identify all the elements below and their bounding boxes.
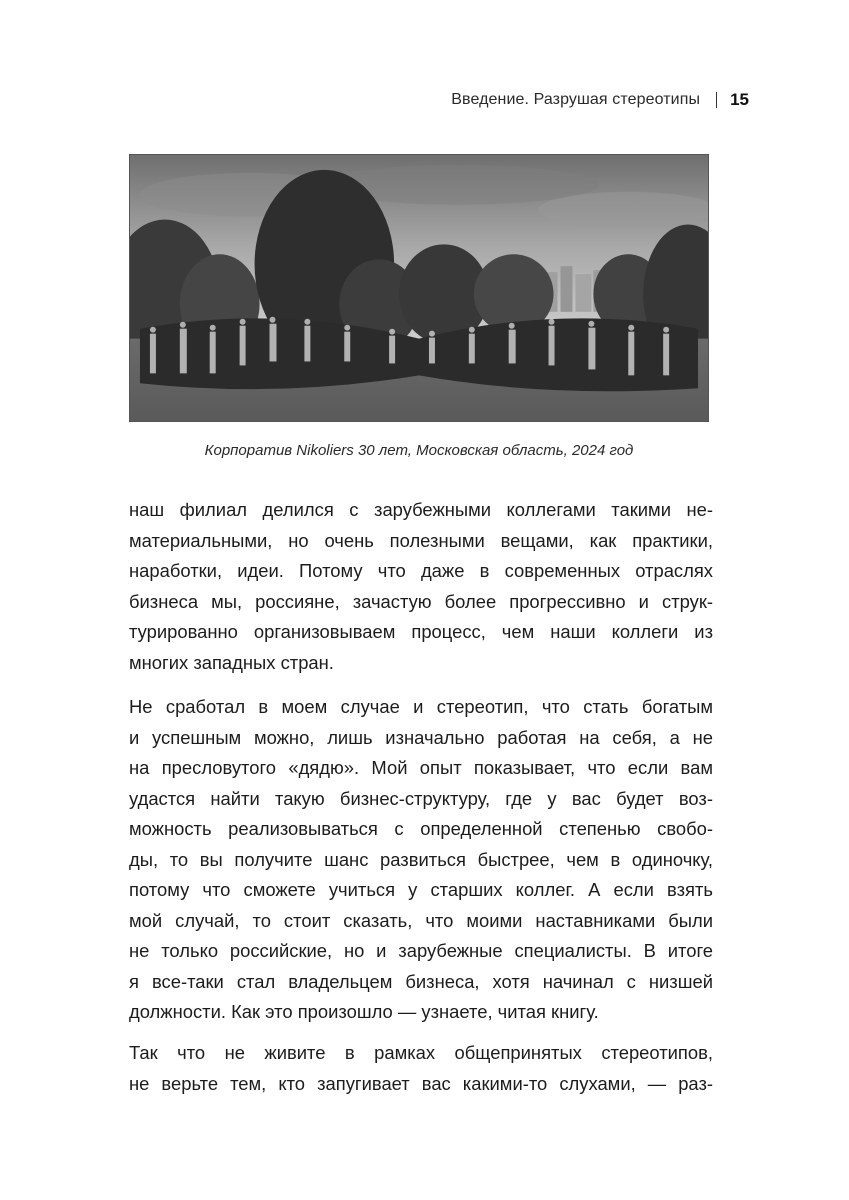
group-photo-image [130, 155, 708, 421]
text-line: многих западных стран. [129, 651, 334, 673]
text-line: потому что сможете учиться у старших коллег. А если взять [129, 879, 713, 900]
paragraph-3 [129, 1038, 713, 1099]
text-line: мой случай, то стоит сказать, что моими наставниками были [129, 909, 713, 931]
text-line: можность реализовываться с определенной степенью свобо- [129, 818, 713, 839]
chapter-title: Введение. Разрушая стереотипы [451, 91, 701, 108]
photo-caption: Корпоратив Nikoliers 30 лет, Московская область, 2024 год [204, 442, 634, 459]
group-photo [129, 154, 709, 422]
text-line: материальными, но очень полезными вещами, как практики, [129, 529, 713, 551]
header-divider [716, 92, 717, 108]
text-line: не только российские, но и зарубежные специалисты. В итоге [129, 940, 713, 961]
text-line: я все-таки стал владельцем бизнеса, хотя начинал с низшей [129, 970, 713, 992]
text-line: Так что не живите в рамках общепринятых стереотипов, [129, 1042, 713, 1063]
paragraph-1 [129, 495, 713, 678]
paragraph-2 [129, 692, 713, 1028]
text-line: и успешным можно, лишь изначально работая на себя, а не [129, 726, 713, 748]
text-line: не верьте тем, кто запугивает вас какими-то слухами, — раз- [129, 1072, 713, 1094]
text-line: наш филиал делился с зарубежными коллегами такими не- [129, 499, 713, 520]
text-line: наработки, идеи. Потому что даже в современных отраслях [129, 560, 713, 581]
text-line: удастся найти такую бизнес-структуру, где у вас будет воз- [129, 787, 713, 809]
text-line: Не сработал в моем случае и стереотип, что стать богатым [129, 696, 713, 717]
text-line: должности. Как это произошло — узнаете, читая книгу. [129, 1001, 599, 1022]
page-number: 15 [730, 90, 749, 109]
running-header [451, 90, 749, 110]
text-line: турированно организовываем процесс, чем наши коллеги из [129, 621, 713, 642]
text-line: бизнеса мы, россияне, зачастую более прогрессивно и струк- [129, 590, 713, 612]
text-line: на пресловутого «дядю». Мой опыт показывает, что если вам [129, 757, 713, 778]
text-line: ды, то вы получите шанс развиться быстрее, чем в одиночку, [129, 848, 713, 870]
